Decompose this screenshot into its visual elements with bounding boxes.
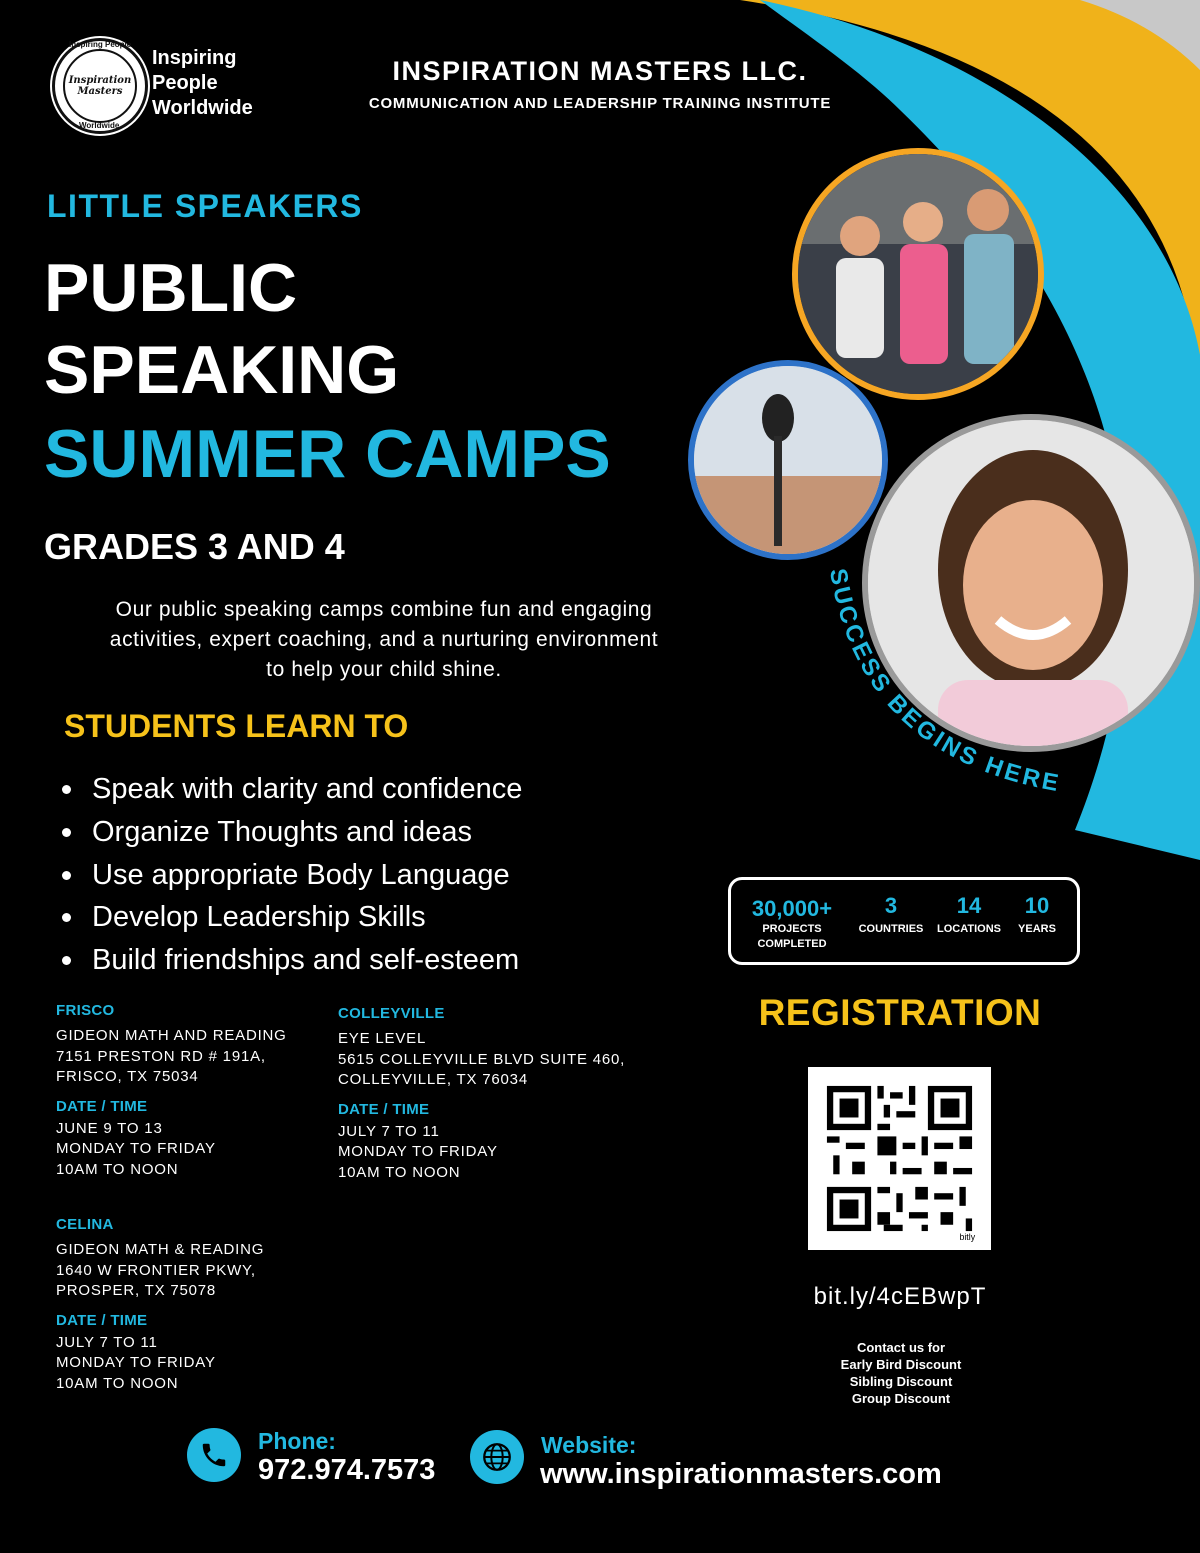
address-line: 7151 PRESTON RD # 191A,: [56, 1047, 266, 1065]
list-item: Speak with clarity and confidence: [60, 768, 522, 811]
date-line: 10AM TO NOON: [338, 1163, 461, 1181]
stat-countries-label: COUNTRIES: [858, 923, 924, 935]
website-label: Website:: [541, 1432, 637, 1458]
company-name: INSPIRATION MASTERS LLC.: [392, 56, 808, 86]
stat-label-line: COMPLETED: [757, 938, 827, 950]
phone-number[interactable]: 972.974.7573: [258, 1454, 436, 1486]
tagline-line-2: People: [152, 72, 218, 94]
stat-years-label: YEARS: [1018, 923, 1056, 935]
location-colleyville: [338, 1005, 625, 1183]
discount-line: Contact us for: [856, 1340, 946, 1355]
stat-countries-value: 3: [884, 893, 898, 918]
stat-projects-value: 30,000+: [751, 896, 833, 921]
list-item: Build friendships and self-esteem: [60, 939, 522, 982]
date-line: 10AM TO NOON: [56, 1374, 179, 1392]
list-item: Develop Leadership Skills: [60, 896, 522, 939]
discount-info: [770, 1339, 1032, 1407]
kids-illustration: [798, 154, 1038, 394]
location-address: [56, 1240, 264, 1302]
logo-word-1: Inspiration: [68, 75, 132, 86]
address-line: FRISCO, TX 75034: [56, 1068, 199, 1085]
success-arc-text: [800, 540, 1110, 820]
phone-label: Phone:: [258, 1428, 336, 1454]
date-line: JULY 7 TO 11: [338, 1122, 440, 1140]
date-line: MONDAY TO FRIDAY: [338, 1143, 498, 1160]
tagline-line-1: Inspiring: [152, 47, 237, 69]
address-line: GIDEON MATH AND READING: [56, 1027, 287, 1044]
list-item: Use appropriate Body Language: [60, 854, 522, 897]
date-label: DATE / TIME: [56, 1311, 148, 1329]
discount-line: Group Discount: [851, 1391, 951, 1406]
discount-line: Sibling Discount: [849, 1374, 953, 1389]
website-url[interactable]: www.inspirationmasters.com: [540, 1458, 942, 1490]
date-label: DATE / TIME: [338, 1100, 430, 1118]
learn-title: STUDENTS LEARN TO: [64, 708, 409, 744]
grades-heading: GRADES 3 AND 4: [44, 526, 345, 567]
location-dates: [56, 1119, 287, 1181]
address-line: 1640 W FRONTIER PKWY,: [56, 1261, 256, 1279]
logo-ring-top: Inspiring People: [69, 40, 132, 49]
logo-center: [63, 49, 137, 123]
qr-code-pattern: [808, 1067, 991, 1250]
company-subtitle: COMMUNICATION AND LEADERSHIP TRAINING INSTITUTE: [368, 95, 832, 112]
learn-list: [60, 768, 522, 982]
stat-label-line: PROJECTS: [762, 923, 822, 935]
location-dates: [56, 1333, 264, 1395]
tagline-line-3: Worldwide: [152, 97, 253, 119]
company-logo: [52, 38, 148, 134]
stat-locations-label: LOCATIONS: [937, 923, 1001, 935]
eyebrow-title: LITTLE SPEAKERS: [47, 188, 363, 224]
intro-line-2: activities, expert coaching, and a nurturing environment: [109, 628, 659, 651]
logo-ring-bottom: Worldwide: [79, 121, 120, 130]
list-item: Organize Thoughts and ideas: [60, 811, 522, 854]
location-celina: [56, 1216, 264, 1394]
address-line: 5615 COLLEYVILLE BLVD SUITE 460,: [338, 1050, 626, 1068]
microphone-illustration: [694, 366, 882, 554]
address-line: GIDEON MATH & READING: [56, 1241, 265, 1258]
registration-title: REGISTRATION: [758, 992, 1042, 1033]
date-label: DATE / TIME: [56, 1097, 148, 1115]
stat-years-value: 10: [1024, 893, 1050, 918]
logo-word-2: Masters: [77, 86, 123, 97]
kids-photo: [792, 148, 1044, 400]
address-line: COLLEYVILLE, TX 76034: [338, 1071, 528, 1088]
date-line: JUNE 9 TO 13: [56, 1119, 163, 1137]
phone-icon[interactable]: [187, 1428, 241, 1482]
phone-glyph: [199, 1440, 229, 1470]
stat-projects-label: [737, 922, 847, 952]
intro-line-3: to help your child shine.: [266, 658, 502, 681]
address-line: PROSPER, TX 75078: [56, 1282, 217, 1299]
intro-line-1: Our public speaking camps combine fun and engaging: [115, 598, 653, 621]
date-line: MONDAY TO FRIDAY: [56, 1354, 216, 1371]
registration-link[interactable]: bit.ly/4cEBwpT: [813, 1283, 987, 1310]
date-line: MONDAY TO FRIDAY: [56, 1140, 216, 1157]
location-address: [56, 1026, 287, 1088]
discount-line: Early Bird Discount: [840, 1357, 962, 1372]
tagline: [152, 46, 253, 121]
stat-locations-value: 14: [956, 893, 982, 918]
qr-code-icon[interactable]: [808, 1067, 991, 1250]
stats-box: [728, 877, 1080, 965]
title-line-1: PUBLIC: [44, 250, 298, 326]
location-frisco: [56, 1002, 287, 1180]
address-line: EYE LEVEL: [338, 1030, 427, 1047]
date-line: JULY 7 TO 11: [56, 1333, 158, 1351]
title-line-2: SPEAKING: [44, 332, 400, 408]
arc-text: SUCCESS BEGINS HERE: [823, 566, 1064, 798]
globe-icon[interactable]: [470, 1430, 524, 1484]
title-line-3: SUMMER CAMPS: [44, 416, 611, 492]
microphone-photo: [688, 360, 888, 560]
location-address: [338, 1029, 625, 1091]
intro-paragraph: [40, 595, 728, 685]
svg-text:SUCCESS BEGINS HERE: [824, 566, 1063, 797]
location-name: COLLEYVILLE: [338, 1005, 445, 1022]
location-name: CELINA: [56, 1216, 114, 1233]
globe-glyph: [480, 1440, 514, 1474]
date-line: 10AM TO NOON: [56, 1160, 179, 1178]
qr-badge: bitly: [959, 1231, 976, 1242]
location-dates: [338, 1122, 625, 1184]
location-name: FRISCO: [56, 1002, 115, 1019]
